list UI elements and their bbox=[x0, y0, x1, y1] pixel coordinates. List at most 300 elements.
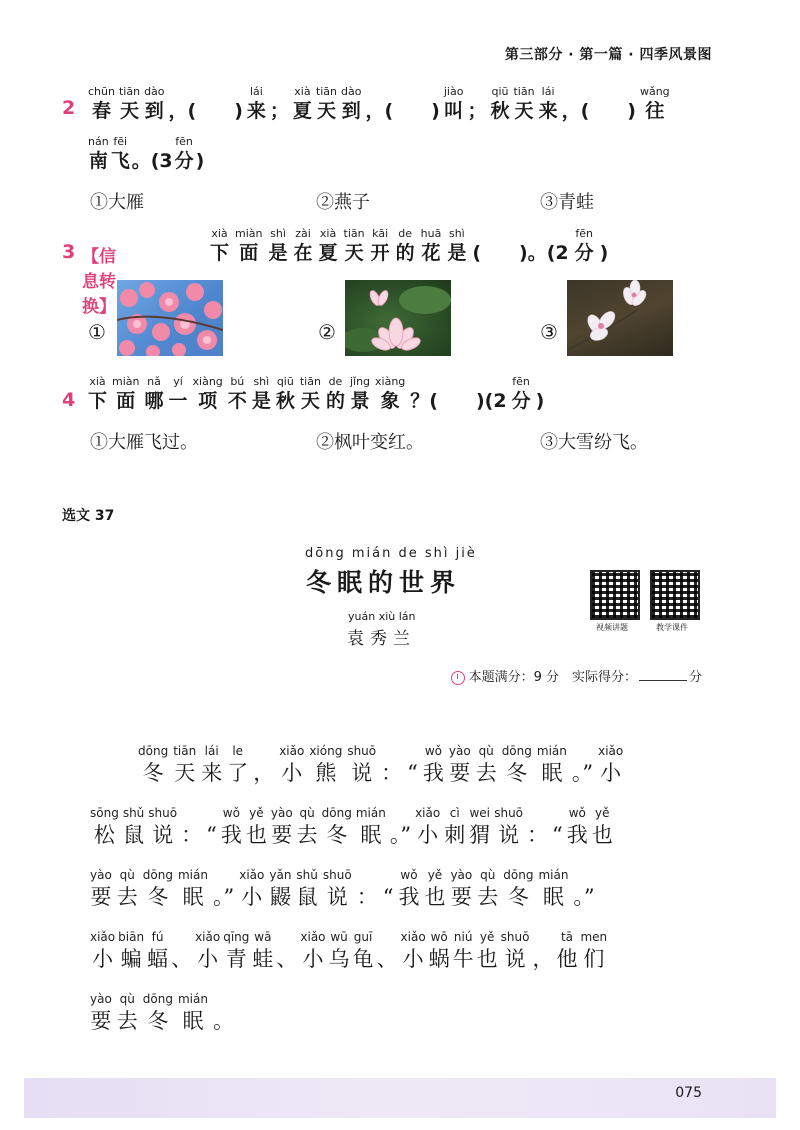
ruby-char bbox=[501, 929, 530, 973]
hanzi: 刺 bbox=[444, 823, 466, 847]
cherry-blossom-image[interactable] bbox=[117, 280, 223, 356]
pinyin: lái bbox=[204, 744, 219, 758]
hanzi: 说 bbox=[351, 761, 373, 785]
ruby-char bbox=[567, 805, 588, 849]
option-3-marker[interactable]: ③ bbox=[540, 320, 558, 344]
ruby-char bbox=[276, 374, 295, 413]
author-name: 袁秀兰 bbox=[347, 629, 416, 649]
hanzi: 鼹 bbox=[269, 885, 291, 909]
hanzi: 眠 bbox=[541, 761, 563, 785]
option-3[interactable]: ③大雪纷飞。 bbox=[540, 432, 648, 453]
hanzi: 是 bbox=[268, 242, 288, 264]
ruby-char bbox=[117, 991, 138, 1035]
hanzi: 在 bbox=[293, 242, 313, 264]
ruby-char bbox=[112, 374, 139, 413]
hanzi: 去 bbox=[475, 761, 497, 785]
section-header: 第三部分 · 第一篇 · 四季风景图 bbox=[504, 47, 712, 63]
pinyin: dōng bbox=[503, 868, 534, 882]
ruby-char bbox=[117, 867, 138, 911]
pinyin: niú bbox=[453, 930, 473, 944]
ruby-char bbox=[537, 743, 567, 787]
pinyin: shǔ bbox=[122, 806, 145, 820]
hanzi: 牛 bbox=[452, 947, 474, 971]
qr-label-courseware: 教学课件 bbox=[656, 623, 688, 632]
ruby-char bbox=[118, 929, 144, 973]
page-number: 075 bbox=[675, 1085, 702, 1101]
hanzi: 不 bbox=[227, 390, 247, 412]
hanzi: 来 bbox=[246, 100, 266, 122]
ruby-char bbox=[195, 929, 220, 973]
ruby-char bbox=[421, 226, 442, 265]
ruby-char bbox=[178, 867, 208, 911]
hanzi: 来 bbox=[538, 100, 558, 122]
ruby-char bbox=[326, 374, 345, 413]
hanzi: 龟 bbox=[352, 947, 374, 971]
ruby-char bbox=[476, 743, 497, 787]
pinyin: tiān bbox=[315, 85, 338, 98]
ruby-char bbox=[494, 805, 523, 849]
hanzi: 南 bbox=[88, 150, 108, 172]
hanzi: 小 bbox=[92, 947, 114, 971]
pinyin: dōng bbox=[321, 806, 352, 820]
pinyin: tiān bbox=[173, 744, 197, 758]
author-pinyin: yuán xiù lán bbox=[348, 610, 416, 623]
pinyin: yào bbox=[450, 868, 473, 882]
lotus-image[interactable] bbox=[345, 280, 451, 356]
pinyin: nán bbox=[88, 135, 109, 148]
hanzi: 鼠 bbox=[296, 885, 318, 909]
pinyin: chūn bbox=[88, 85, 115, 98]
ruby-char bbox=[90, 929, 115, 973]
hanzi: 下 bbox=[88, 390, 108, 412]
hanzi: 哪 bbox=[144, 390, 164, 412]
hanzi: 下 bbox=[210, 242, 230, 264]
ruby-char bbox=[580, 929, 607, 973]
hanzi: 说 bbox=[498, 823, 520, 847]
pinyin: wǎng bbox=[639, 85, 670, 98]
punctuation: 、 bbox=[171, 947, 193, 971]
hanzi: 小 bbox=[417, 823, 439, 847]
option-1[interactable]: ①大雁飞过。 bbox=[90, 432, 198, 453]
pinyin: jiào bbox=[443, 85, 464, 98]
pinyin: wā bbox=[254, 930, 272, 944]
pinyin: xià bbox=[319, 227, 337, 240]
video-qr-code[interactable] bbox=[590, 570, 640, 620]
hanzi: 冬 bbox=[507, 885, 529, 909]
pinyin: xiǎo bbox=[279, 744, 305, 758]
ruby-char bbox=[415, 805, 440, 849]
pinyin: xiàng bbox=[192, 375, 223, 388]
score-blank[interactable] bbox=[639, 680, 687, 681]
pinyin: de bbox=[398, 227, 413, 240]
pinyin: tiān bbox=[343, 227, 365, 240]
pink-flowers-icon bbox=[117, 280, 223, 356]
pinyin: fú bbox=[151, 930, 164, 944]
ruby-char bbox=[296, 867, 317, 911]
pinyin: jǐng bbox=[349, 375, 371, 388]
punctuation: ： bbox=[356, 885, 378, 909]
ruby-char bbox=[538, 867, 568, 911]
punctuation: ： bbox=[181, 823, 203, 847]
pinyin: guī bbox=[353, 930, 373, 944]
punctuation: ，( ) bbox=[561, 100, 636, 122]
ruby-char bbox=[347, 743, 376, 787]
ruby-char bbox=[143, 991, 173, 1035]
punctuation: ， bbox=[253, 761, 275, 785]
hanzi: 去 bbox=[116, 1009, 138, 1033]
ruby-char bbox=[210, 226, 229, 265]
hanzi: 鼠 bbox=[123, 823, 145, 847]
hanzi: 蝙 bbox=[120, 947, 142, 971]
ruby-char bbox=[356, 805, 386, 849]
pinyin: shì bbox=[270, 227, 286, 240]
hanzi: 去 bbox=[116, 885, 138, 909]
hanzi: 说 bbox=[152, 823, 174, 847]
pinyin: fēn bbox=[175, 135, 193, 148]
option-3[interactable]: ③青蛙 bbox=[540, 192, 594, 213]
question-3-line bbox=[210, 226, 614, 265]
hanzi: 眠 bbox=[542, 885, 564, 909]
pinyin: bú bbox=[230, 375, 245, 388]
hanzi: 秋 bbox=[490, 100, 510, 122]
ruby-char bbox=[353, 929, 374, 973]
ruby-char bbox=[469, 805, 490, 849]
hanzi: 分 bbox=[174, 150, 194, 172]
pinyin: xiǎo bbox=[300, 930, 326, 944]
hanzi: 小 bbox=[600, 761, 622, 785]
ruby-char bbox=[477, 929, 498, 973]
hanzi: 象 bbox=[380, 390, 400, 412]
pinyin: dōng bbox=[138, 744, 169, 758]
pinyin: wō bbox=[430, 930, 448, 944]
pinyin: yě bbox=[427, 868, 443, 882]
pinyin: qù bbox=[480, 868, 496, 882]
lotus-flower-icon bbox=[345, 280, 451, 356]
hanzi: 是 bbox=[447, 242, 467, 264]
ruby-char bbox=[138, 743, 168, 787]
question-number: 3 bbox=[62, 241, 76, 263]
ruby-char bbox=[252, 929, 273, 973]
ruby-char bbox=[316, 84, 337, 123]
ruby-char bbox=[502, 743, 532, 787]
pinyin: dōng bbox=[142, 868, 173, 882]
pinyin: wei bbox=[469, 806, 490, 820]
pinyin: zài bbox=[295, 227, 311, 240]
ruby-char bbox=[444, 84, 464, 123]
ruby-char bbox=[123, 805, 144, 849]
pinyin: yí bbox=[173, 375, 183, 388]
pinyin: yě bbox=[595, 806, 610, 820]
pinyin: mián bbox=[538, 868, 569, 882]
pinyin: le bbox=[232, 744, 244, 758]
pinyin: shuō bbox=[148, 806, 178, 820]
option-2[interactable]: ②枫叶变红。 bbox=[316, 432, 424, 453]
passage-line-3 bbox=[90, 867, 600, 911]
punctuation: ，( ) bbox=[168, 100, 243, 122]
pinyin: xià bbox=[294, 85, 311, 98]
pinyin: wǒ bbox=[400, 868, 418, 882]
ruby-char bbox=[297, 805, 318, 849]
pinyin: wǒ bbox=[424, 744, 442, 758]
footer-band bbox=[24, 1078, 776, 1118]
pinyin: mián bbox=[355, 806, 386, 820]
passage-line-2 bbox=[90, 805, 617, 849]
option-2-marker[interactable]: ② bbox=[318, 320, 336, 344]
hanzi: 冬 bbox=[506, 761, 528, 785]
ruby-char bbox=[201, 743, 222, 787]
pinyin: qù bbox=[299, 806, 315, 820]
pinyin: fēn bbox=[575, 227, 593, 240]
punctuation: ) bbox=[195, 150, 205, 172]
ruby-char bbox=[322, 805, 352, 849]
hanzi: 说 bbox=[326, 885, 348, 909]
ruby-char bbox=[223, 929, 249, 973]
hanzi: 冬 bbox=[147, 1009, 169, 1033]
pinyin: fēn bbox=[512, 375, 530, 388]
pinyin: wǒ bbox=[222, 806, 240, 820]
ruby-char bbox=[88, 134, 109, 173]
passage-line-5 bbox=[90, 991, 239, 1035]
hanzi: 夏 bbox=[292, 100, 312, 122]
hanzi: 到 bbox=[144, 100, 164, 122]
punctuation: 、 bbox=[376, 947, 398, 971]
hanzi: 分 bbox=[574, 242, 594, 264]
ruby-char bbox=[193, 374, 223, 413]
ruby-char bbox=[175, 134, 194, 173]
ruby-char bbox=[341, 84, 361, 123]
hanzi: 小 bbox=[281, 761, 303, 785]
ruby-char bbox=[227, 743, 248, 787]
hanzi: 也 bbox=[476, 947, 498, 971]
punctuation: 。” bbox=[212, 885, 235, 909]
punctuation: 。(3 bbox=[131, 150, 173, 172]
pinyin: xiǎo bbox=[400, 930, 426, 944]
pinyin: tiān bbox=[513, 85, 535, 98]
ruby-char bbox=[371, 226, 390, 265]
ruby-char bbox=[88, 84, 115, 123]
ruby-char bbox=[319, 226, 338, 265]
punctuation: “ bbox=[552, 823, 563, 847]
ruby-char bbox=[269, 867, 291, 911]
hanzi: 项 bbox=[198, 390, 218, 412]
ruby-char bbox=[398, 867, 419, 911]
pinyin: qù bbox=[119, 992, 135, 1006]
pinyin: yào bbox=[90, 868, 112, 882]
ruby-char bbox=[252, 374, 271, 413]
hanzi: 青 bbox=[225, 947, 247, 971]
question-2-line-1 bbox=[88, 84, 674, 123]
ruby-char bbox=[178, 991, 208, 1035]
ruby-char bbox=[350, 374, 370, 413]
hanzi: 冬 bbox=[142, 761, 164, 785]
ruby-char bbox=[329, 929, 350, 973]
pinyin: shì bbox=[448, 227, 465, 240]
ruby-char bbox=[228, 374, 247, 413]
ruby-char bbox=[90, 867, 112, 911]
title-pinyin: dōng mián de shì jiè bbox=[305, 546, 477, 561]
pinyin: lái bbox=[249, 85, 263, 98]
ruby-char bbox=[575, 226, 594, 265]
ruby-char bbox=[239, 867, 264, 911]
pinyin: wǒ bbox=[568, 806, 586, 820]
pinyin: yǎn bbox=[269, 868, 292, 882]
ruby-char bbox=[344, 226, 365, 265]
ruby-char bbox=[424, 867, 445, 911]
hanzi: 松 bbox=[93, 823, 115, 847]
hanzi: 飞 bbox=[110, 150, 130, 172]
question-number: 4 bbox=[62, 389, 76, 411]
score-text: 本题满分：9 分 实际得分： bbox=[468, 670, 637, 685]
pinyin: qiū bbox=[491, 85, 509, 98]
hanzi: 眠 bbox=[360, 823, 382, 847]
punctuation: 。 bbox=[212, 1009, 234, 1033]
punctuation: ， bbox=[532, 947, 554, 971]
hanzi: 去 bbox=[296, 823, 318, 847]
punctuation: ： bbox=[527, 823, 549, 847]
ruby-char bbox=[271, 805, 293, 849]
hanzi: 叫 bbox=[444, 100, 464, 122]
pinyin: de bbox=[328, 375, 343, 388]
hanzi: 要 bbox=[90, 1009, 112, 1033]
pinyin: fēi bbox=[113, 135, 128, 148]
pinyin: kāi bbox=[372, 227, 389, 240]
pinyin: yào bbox=[270, 806, 293, 820]
punctuation: ： bbox=[381, 761, 403, 785]
punctuation: ( )。(2 bbox=[472, 242, 569, 264]
ruby-char bbox=[429, 929, 450, 973]
hanzi: 面 bbox=[116, 390, 136, 412]
pinyin: sōng bbox=[90, 806, 119, 820]
pinyin: dào bbox=[144, 85, 165, 98]
hanzi: 到 bbox=[341, 100, 361, 122]
pinyin: xià bbox=[89, 375, 106, 388]
pinyin: wū bbox=[330, 930, 348, 944]
hanzi: 熊 bbox=[315, 761, 337, 785]
punctuation: ，( ) bbox=[365, 100, 440, 122]
hanzi: 冬 bbox=[326, 823, 348, 847]
pinyin: xià bbox=[211, 227, 228, 240]
hanzi: 他 bbox=[556, 947, 578, 971]
punctuation: ； bbox=[269, 100, 289, 122]
hanzi: 蜗 bbox=[428, 947, 450, 971]
ruby-char bbox=[309, 743, 342, 787]
hanzi: 蛙 bbox=[252, 947, 274, 971]
punctuation: 。” bbox=[571, 761, 594, 785]
pinyin: yào bbox=[448, 744, 471, 758]
ruby-char bbox=[490, 84, 509, 123]
hanzi: 春 bbox=[91, 100, 111, 122]
ruby-char bbox=[246, 805, 267, 849]
punctuation: ) bbox=[599, 242, 609, 264]
option-2[interactable]: ②燕子 bbox=[316, 192, 370, 213]
hanzi: 要 bbox=[450, 885, 472, 909]
hanzi: 分 bbox=[511, 390, 531, 412]
hanzi: 了 bbox=[227, 761, 249, 785]
hanzi: 也 bbox=[245, 823, 267, 847]
ruby-char bbox=[449, 743, 471, 787]
pinyin: cì bbox=[449, 806, 460, 820]
hanzi: 也 bbox=[424, 885, 446, 909]
pinyin: xiàng bbox=[375, 375, 406, 388]
pinyin: qiū bbox=[276, 375, 294, 388]
hanzi: 来 bbox=[201, 761, 223, 785]
hanzi: 天 bbox=[316, 100, 336, 122]
hanzi: 往 bbox=[645, 100, 665, 122]
hanzi: 面 bbox=[239, 242, 259, 264]
pinyin: lái bbox=[541, 85, 555, 98]
white-flower-image[interactable] bbox=[567, 280, 673, 356]
ruby-char bbox=[148, 805, 177, 849]
courseware-qr-code[interactable] bbox=[650, 570, 700, 620]
pinyin: dōng bbox=[501, 744, 532, 758]
hanzi: 猬 bbox=[469, 823, 491, 847]
ruby-char bbox=[300, 929, 325, 973]
white-flowers-icon bbox=[567, 280, 673, 356]
pinyin: xiǎo bbox=[415, 806, 441, 820]
ruby-char bbox=[88, 374, 107, 413]
pinyin: biān bbox=[118, 930, 145, 944]
ruby-char bbox=[592, 805, 613, 849]
ruby-char bbox=[375, 374, 405, 413]
option-1[interactable]: ①大雁 bbox=[90, 192, 144, 213]
question-4-line bbox=[88, 374, 549, 413]
ruby-char bbox=[640, 84, 670, 123]
hanzi: 天 bbox=[344, 242, 364, 264]
hanzi: 要 bbox=[90, 885, 112, 909]
option-1-marker[interactable]: ① bbox=[88, 320, 106, 344]
punctuation: 、 bbox=[276, 947, 298, 971]
hanzi: 我 bbox=[398, 885, 420, 909]
score-line bbox=[451, 666, 702, 685]
pinyin: tiān bbox=[118, 85, 141, 98]
question-2-line-2 bbox=[88, 134, 206, 173]
ruby-char bbox=[447, 226, 466, 265]
hanzi: 天 bbox=[120, 100, 140, 122]
pinyin: miàn bbox=[112, 375, 140, 388]
passage-line-4 bbox=[90, 929, 610, 973]
hanzi: 秋 bbox=[275, 390, 295, 412]
pinyin: mián bbox=[177, 868, 208, 882]
ruby-char bbox=[111, 134, 130, 173]
ruby-char bbox=[294, 226, 313, 265]
hanzi: 花 bbox=[421, 242, 441, 264]
ruby-char bbox=[169, 374, 188, 413]
ruby-char bbox=[450, 867, 472, 911]
ruby-char bbox=[144, 84, 164, 123]
pinyin: shuō bbox=[494, 806, 524, 820]
hanzi: 一 bbox=[168, 390, 188, 412]
section-label: 选文 37 bbox=[62, 508, 115, 524]
ruby-char bbox=[513, 84, 534, 123]
pinyin: xiǎo bbox=[195, 930, 221, 944]
ruby-char bbox=[401, 929, 426, 973]
hanzi: 景 bbox=[350, 390, 370, 412]
ruby-char bbox=[293, 84, 312, 123]
ruby-char bbox=[444, 805, 465, 849]
hanzi: 要 bbox=[449, 761, 471, 785]
pinyin: shuō bbox=[500, 930, 530, 944]
ruby-char bbox=[556, 929, 577, 973]
punctuation: 。” bbox=[389, 823, 412, 847]
hanzi: 我 bbox=[220, 823, 242, 847]
pinyin: shuō bbox=[347, 744, 377, 758]
ruby-char bbox=[147, 929, 168, 973]
ruby-char bbox=[235, 226, 262, 265]
punctuation: ？( )(2 bbox=[410, 390, 507, 412]
pinyin: tā bbox=[560, 930, 574, 944]
hanzi: 小 bbox=[197, 947, 219, 971]
punctuation: “ bbox=[382, 885, 394, 909]
